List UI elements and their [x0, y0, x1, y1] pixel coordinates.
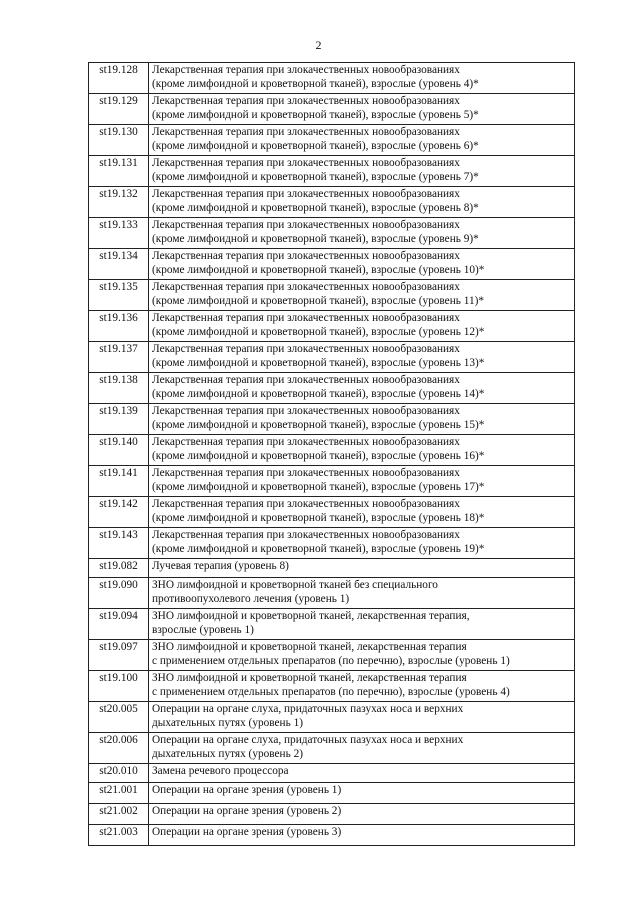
table-row: [89, 156, 575, 187]
row-description: [149, 280, 575, 311]
description-line: Лекарственная терапия при злокачественных новообразованиях: [152, 467, 460, 479]
row-code: st20.010: [89, 764, 149, 783]
row-description: [149, 783, 575, 804]
row-code: st19.090: [89, 578, 149, 609]
row-description: [149, 218, 575, 249]
description-line: (кроме лимфоидной и кроветворной тканей), взрослые (уровень 19)*: [152, 542, 485, 555]
row-code: st19.143: [89, 528, 149, 559]
description-line: (кроме лимфоидной и кроветворной тканей), взрослые (уровень 9)*: [152, 232, 479, 245]
description-line: Лекарственная терапия при злокачественных новообразованиях: [152, 126, 460, 138]
description-line: Лекарственная терапия при злокачественных новообразованиях: [152, 64, 460, 76]
row-description: [149, 559, 575, 578]
table-row: [89, 63, 575, 94]
row-description: [149, 804, 575, 825]
row-code: st19.136: [89, 311, 149, 342]
table-row: [89, 249, 575, 280]
row-code: st19.129: [89, 94, 149, 125]
row-description: [149, 528, 575, 559]
description-line: (кроме лимфоидной и кроветворной тканей), взрослые (уровень 10)*: [152, 263, 485, 276]
row-description: [149, 497, 575, 528]
row-code: st19.130: [89, 125, 149, 156]
row-description: [149, 342, 575, 373]
description-line: (кроме лимфоидной и кроветворной тканей), взрослые (уровень 14)*: [152, 387, 485, 400]
description-line: Лекарственная терапия при злокачественных новообразованиях: [152, 188, 460, 200]
table-row: [89, 187, 575, 218]
row-description: [149, 404, 575, 435]
table-row: [89, 311, 575, 342]
table-row: [89, 466, 575, 497]
row-code: st19.140: [89, 435, 149, 466]
table-row: [89, 825, 575, 846]
description-line: Операции на органе зрения (уровень 2): [152, 805, 342, 817]
row-code: st19.137: [89, 342, 149, 373]
row-description: [149, 125, 575, 156]
description-line: взрослые (уровень 1): [152, 623, 254, 636]
description-line: с применением отдельных препаратов (по перечню), взрослые (уровень 1): [152, 654, 510, 667]
description-line: (кроме лимфоидной и кроветворной тканей), взрослые (уровень 16)*: [152, 449, 485, 462]
table-row: [89, 280, 575, 311]
description-line: (кроме лимфоидной и кроветворной тканей), взрослые (уровень 7)*: [152, 170, 479, 183]
description-line: (кроме лимфоидной и кроветворной тканей), взрослые (уровень 11)*: [152, 294, 485, 307]
description-line: (кроме лимфоидной и кроветворной тканей), взрослые (уровень 4)*: [152, 77, 479, 90]
table-body: [89, 63, 575, 846]
description-line: Операции на органе зрения (уровень 1): [152, 784, 342, 796]
description-line: Лекарственная терапия при злокачественных новообразованиях: [152, 219, 460, 231]
description-line: противоопухолевого лечения (уровень 1): [152, 592, 350, 605]
row-description: [149, 156, 575, 187]
description-line: Лекарственная терапия при злокачественных новообразованиях: [152, 529, 460, 541]
row-description: [149, 609, 575, 640]
row-code: st19.139: [89, 404, 149, 435]
table-row: [89, 733, 575, 764]
table-row: [89, 702, 575, 733]
row-description: [149, 702, 575, 733]
table-row: [89, 559, 575, 578]
row-description: [149, 733, 575, 764]
row-description: [149, 640, 575, 671]
row-description: [149, 249, 575, 280]
row-description: [149, 578, 575, 609]
table-row: [89, 497, 575, 528]
row-code: st19.131: [89, 156, 149, 187]
table-row: [89, 528, 575, 559]
table-row: [89, 373, 575, 404]
table-row: [89, 578, 575, 609]
row-description: [149, 63, 575, 94]
description-line: Лекарственная терапия при злокачественных новообразованиях: [152, 312, 460, 324]
description-line: Операции на органе слуха, придаточных пазухах носа и верхних: [152, 734, 464, 746]
row-code: st21.003: [89, 825, 149, 846]
description-line: ЗНО лимфоидной и кроветворной тканей без специального: [152, 579, 438, 591]
table-row: [89, 94, 575, 125]
row-code: st20.005: [89, 702, 149, 733]
row-description: [149, 373, 575, 404]
table-row: [89, 640, 575, 671]
row-description: [149, 187, 575, 218]
description-line: дыхательных путях (уровень 2): [152, 747, 303, 760]
description-line: Лекарственная терапия при злокачественных новообразованиях: [152, 405, 460, 417]
table-row: [89, 125, 575, 156]
table-row: [89, 404, 575, 435]
table-row: [89, 764, 575, 783]
description-line: Лекарственная терапия при злокачественных новообразованиях: [152, 95, 460, 107]
description-line: (кроме лимфоидной и кроветворной тканей), взрослые (уровень 18)*: [152, 511, 485, 524]
description-line: Лекарственная терапия при злокачественных новообразованиях: [152, 436, 460, 448]
table-row: [89, 671, 575, 702]
table-row: [89, 218, 575, 249]
row-description: [149, 435, 575, 466]
row-description: [149, 764, 575, 783]
row-code: st19.128: [89, 63, 149, 94]
row-description: [149, 311, 575, 342]
row-code: st19.138: [89, 373, 149, 404]
row-code: st19.132: [89, 187, 149, 218]
row-description: [149, 94, 575, 125]
row-code: st19.142: [89, 497, 149, 528]
row-description: [149, 825, 575, 846]
table-row: [89, 783, 575, 804]
description-line: (кроме лимфоидной и кроветворной тканей), взрослые (уровень 8)*: [152, 201, 479, 214]
description-line: (кроме лимфоидной и кроветворной тканей), взрослые (уровень 6)*: [152, 139, 479, 152]
description-line: ЗНО лимфоидной и кроветворной тканей, лекарственная терапия: [152, 641, 467, 653]
description-line: Лекарственная терапия при злокачественных новообразованиях: [152, 498, 460, 510]
description-line: ЗНО лимфоидной и кроветворной тканей, лекарственная терапия,: [152, 610, 470, 622]
row-code: st19.094: [89, 609, 149, 640]
description-line: Операции на органе зрения (уровень 3): [152, 826, 342, 838]
row-code: st19.141: [89, 466, 149, 497]
row-code: st20.006: [89, 733, 149, 764]
table-row: [89, 609, 575, 640]
table-row: [89, 342, 575, 373]
description-line: (кроме лимфоидной и кроветворной тканей), взрослые (уровень 13)*: [152, 356, 485, 369]
row-code: st19.134: [89, 249, 149, 280]
row-code: st19.135: [89, 280, 149, 311]
description-line: с применением отдельных препаратов (по перечню), взрослые (уровень 4): [152, 685, 510, 698]
table-row: [89, 435, 575, 466]
tariff-codes-table: [88, 62, 575, 846]
description-line: ЗНО лимфоидной и кроветворной тканей, лекарственная терапия: [152, 672, 467, 684]
row-description: [149, 671, 575, 702]
page-number: 2: [315, 38, 322, 52]
description-line: Лучевая терапия (уровень 8): [152, 560, 289, 572]
row-code: st19.097: [89, 640, 149, 671]
description-line: дыхательных путях (уровень 1): [152, 716, 303, 729]
description-line: (кроме лимфоидной и кроветворной тканей), взрослые (уровень 17)*: [152, 480, 485, 493]
description-line: (кроме лимфоидной и кроветворной тканей), взрослые (уровень 12)*: [152, 325, 485, 338]
description-line: Замена речевого процессора: [152, 765, 289, 777]
description-line: Операции на органе слуха, придаточных пазухах носа и верхних: [152, 703, 464, 715]
description-line: (кроме лимфоидной и кроветворной тканей), взрослые (уровень 5)*: [152, 108, 479, 121]
description-line: Лекарственная терапия при злокачественных новообразованиях: [152, 250, 460, 262]
row-code: st19.082: [89, 559, 149, 578]
row-code: st21.002: [89, 804, 149, 825]
description-line: Лекарственная терапия при злокачественных новообразованиях: [152, 343, 460, 355]
table-row: [89, 804, 575, 825]
description-line: (кроме лимфоидной и кроветворной тканей), взрослые (уровень 15)*: [152, 418, 485, 431]
row-code: st19.133: [89, 218, 149, 249]
row-description: [149, 466, 575, 497]
row-code: st21.001: [89, 783, 149, 804]
description-line: Лекарственная терапия при злокачественных новообразованиях: [152, 281, 460, 293]
row-code: st19.100: [89, 671, 149, 702]
description-line: Лекарственная терапия при злокачественных новообразованиях: [152, 157, 460, 169]
description-line: Лекарственная терапия при злокачественных новообразованиях: [152, 374, 460, 386]
